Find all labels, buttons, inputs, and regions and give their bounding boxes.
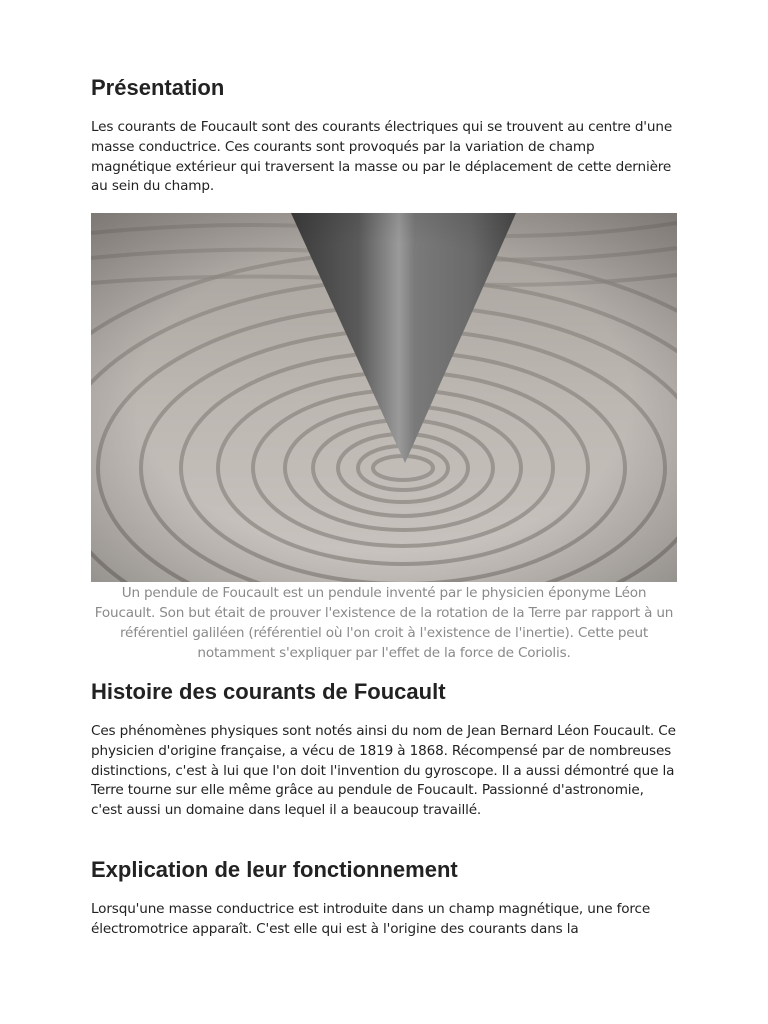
- foucault-pendulum-photo: [91, 213, 677, 582]
- section-heading-presentation: Présentation: [91, 75, 225, 100]
- section-paragraph-histoire: Ces phénomènes physiques sont notés ainsi du nom de Jean Bernard Léon Foucault. Ce physicien d'origine française, a vécu de 1819 à 1868. Récompensé par de nombreuses distinctions, c'est à lui que l'on doit l'invention du gyroscope. Il a aussi démontré que la Terre tourne sur elle même grâce au pendule de Foucault. Passionné d'astronomie, c'est aussi un domaine dans lequel il a beaucoup travaillé.: [91, 723, 676, 819]
- section-heading-histoire: Histoire des courants de Foucault: [91, 679, 446, 704]
- section-heading-explication: Explication de leur fonctionnement: [91, 857, 458, 882]
- figure-caption: Un pendule de Foucault est un pendule inventé par le physicien éponyme Léon Foucault. Son but était de prouver l'existence de la rotation de la Terre par rapport à un référentiel galiléen (référentiel où l'on croit à l'existence de l'inertie). Cette peut notamment s'expliquer par l'effet de la force de Coriolis.: [94, 585, 674, 661]
- section-paragraph-presentation: Les courants de Foucault sont des courants électriques qui se trouvent au centre d'une masse conductrice. Ces courants sont provoqués par la variation de champ magnétique extérieur qui traversent la masse ou par le déplacement de cette dernière au sein du champ.: [91, 119, 673, 195]
- section-paragraph-explication: Lorsqu'une masse conductrice est introduite dans un champ magnétique, une force électromotrice apparaît. C'est elle qui est à l'origine des courants dans la: [91, 901, 651, 937]
